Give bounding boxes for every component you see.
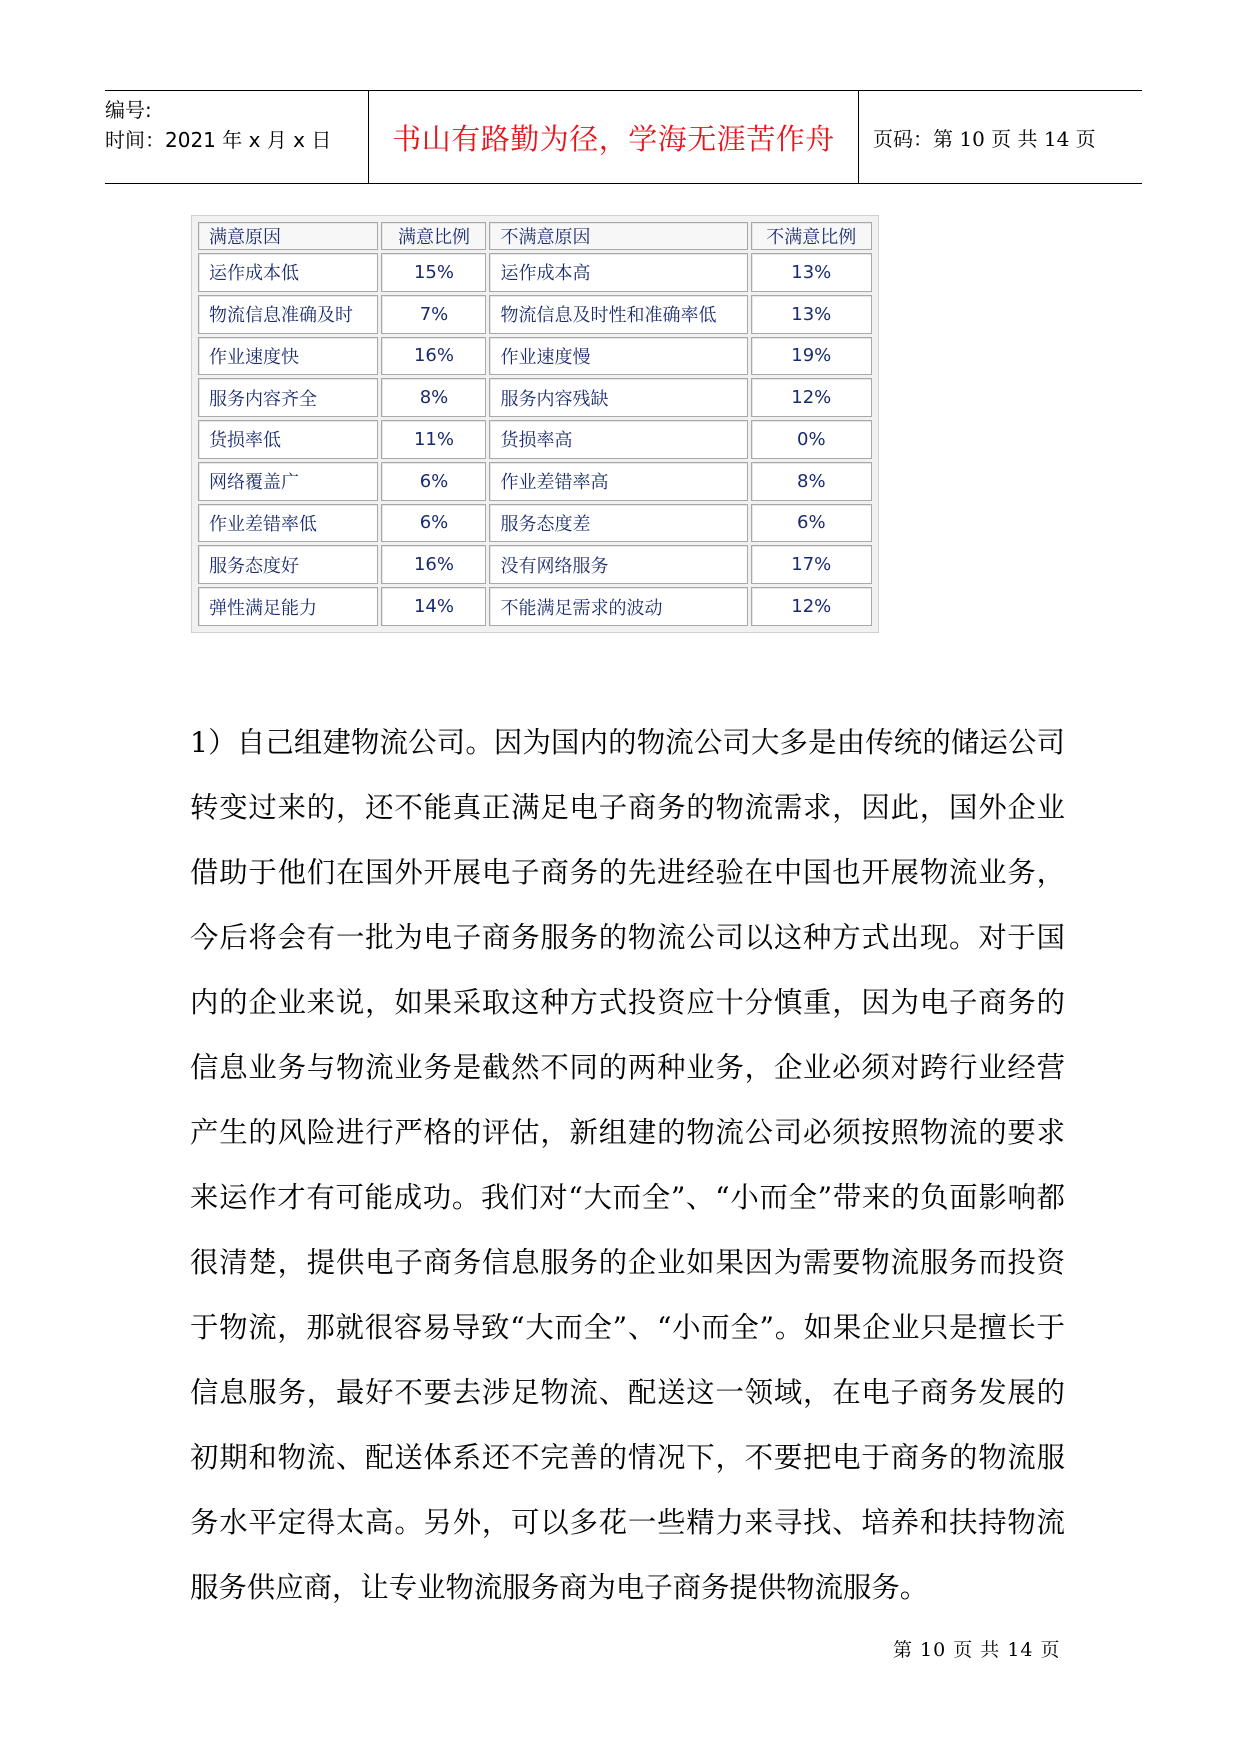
satisfied-ratio-cell: 11% (381, 420, 486, 459)
unsatisfied-ratio-cell: 13% (751, 253, 872, 292)
unsatisfied-ratio-cell: 12% (751, 587, 872, 626)
unsatisfied-reason-cell: 物流信息及时性和准确率低 (489, 295, 747, 334)
satisfied-reason-cell: 网络覆盖广 (198, 462, 378, 501)
satisfied-ratio-cell: 16% (381, 545, 486, 584)
unsatisfied-ratio-cell: 8% (751, 462, 872, 501)
unsatisfied-ratio-cell: 17% (751, 545, 872, 584)
satisfied-reason-cell: 作业速度快 (198, 337, 378, 376)
unsatisfied-reason-cell: 作业速度慢 (489, 337, 747, 376)
table-row (198, 378, 872, 417)
col-header-satisfied-reason: 满意原因 (198, 222, 378, 250)
satisfied-ratio-cell: 8% (381, 378, 486, 417)
date-label: 时间：2021 年 x 月 x 日 (105, 128, 332, 152)
table-row (198, 420, 872, 459)
unsatisfied-reason-cell: 服务内容残缺 (489, 378, 747, 417)
satisfied-reason-cell: 货损率低 (198, 420, 378, 459)
table-row (198, 253, 872, 292)
table-row (198, 295, 872, 334)
table-row (198, 587, 872, 626)
unsatisfied-reason-cell: 作业差错率高 (489, 462, 747, 501)
unsatisfied-ratio-cell: 6% (751, 504, 872, 543)
satisfied-reason-cell: 运作成本低 (198, 253, 378, 292)
header-motto: 书山有路勤为径，学海无涯苦作舟 (369, 91, 859, 183)
page-header (105, 90, 1142, 184)
unsatisfied-reason-cell: 不能满足需求的波动 (489, 587, 747, 626)
satisfied-ratio-cell: 7% (381, 295, 486, 334)
body-paragraph: 1）自己组建物流公司。因为国内的物流公司大多是由传统的储运公司转变过来的，还不能真正满足电子商务的物流需求，因此，国外企业借助于他们在国外开展电子商务的先进经验在中国也开展物流业务，今后将会有一批为电子商务服务的物流公司以这种方式出现。对于国内的企业来说，如果采取这种方式投资应十分慎重，因为电子商务的信息业务与物流业务是截然不同的两种业务，企业必须对跨行业经营产生的风险进行严格的评估，新组建的物流公司必须按照物流的要求来运作才有可能成功。我们对“大而全”、“小而全”带来的负面影响都很清楚，提供电子商务信息服务的企业如果因为需要物流服务而投资于物流，那就很容易导致“大而全”、“小而全”。如果企业只是擅长于信息服务，最好不要去涉足物流、配送这一领域，在电子商务发展的初期和物流、配送体系还不完善的情况下，不要把电于商务的物流服务水平定得太高。另外，可以多花一些精力来寻找、培养和扶持物流服务供应商，让专业物流服务商为电子商务提供物流服务。 (190, 726, 1065, 1604)
satisfaction-table (195, 219, 875, 629)
unsatisfied-reason-cell: 货损率高 (489, 420, 747, 459)
unsatisfied-reason-cell: 运作成本高 (489, 253, 747, 292)
table-row (198, 545, 872, 584)
serial-number-label: 编号: (105, 98, 152, 122)
page-footer: 第 10 页 共 14 页 (893, 1639, 1061, 1661)
col-header-unsatisfied-reason: 不满意原因 (489, 222, 747, 250)
satisfied-ratio-cell: 16% (381, 337, 486, 376)
table-row (198, 462, 872, 501)
satisfied-ratio-cell: 6% (381, 504, 486, 543)
header-page-code: 页码：第 10 页 共 14 页 (873, 126, 1096, 151)
satisfied-ratio-cell: 15% (381, 253, 486, 292)
table-header-row (198, 222, 872, 250)
table-row (198, 504, 872, 543)
col-header-satisfied-ratio: 满意比例 (381, 222, 486, 250)
table-row (198, 337, 872, 376)
satisfaction-table-image (191, 215, 879, 633)
col-header-unsatisfied-ratio: 不满意比例 (751, 222, 872, 250)
header-meta (105, 91, 369, 183)
unsatisfied-ratio-cell: 12% (751, 378, 872, 417)
unsatisfied-reason-cell: 服务态度差 (489, 504, 747, 543)
satisfied-reason-cell: 服务内容齐全 (198, 378, 378, 417)
satisfied-reason-cell: 弹性满足能力 (198, 587, 378, 626)
satisfied-ratio-cell: 14% (381, 587, 486, 626)
satisfied-reason-cell: 作业差错率低 (198, 504, 378, 543)
unsatisfied-reason-cell: 没有网络服务 (489, 545, 747, 584)
unsatisfied-ratio-cell: 0% (751, 420, 872, 459)
satisfied-ratio-cell: 6% (381, 462, 486, 501)
unsatisfied-ratio-cell: 19% (751, 337, 872, 376)
satisfied-reason-cell: 服务态度好 (198, 545, 378, 584)
satisfied-reason-cell: 物流信息准确及时 (198, 295, 378, 334)
unsatisfied-ratio-cell: 13% (751, 295, 872, 334)
